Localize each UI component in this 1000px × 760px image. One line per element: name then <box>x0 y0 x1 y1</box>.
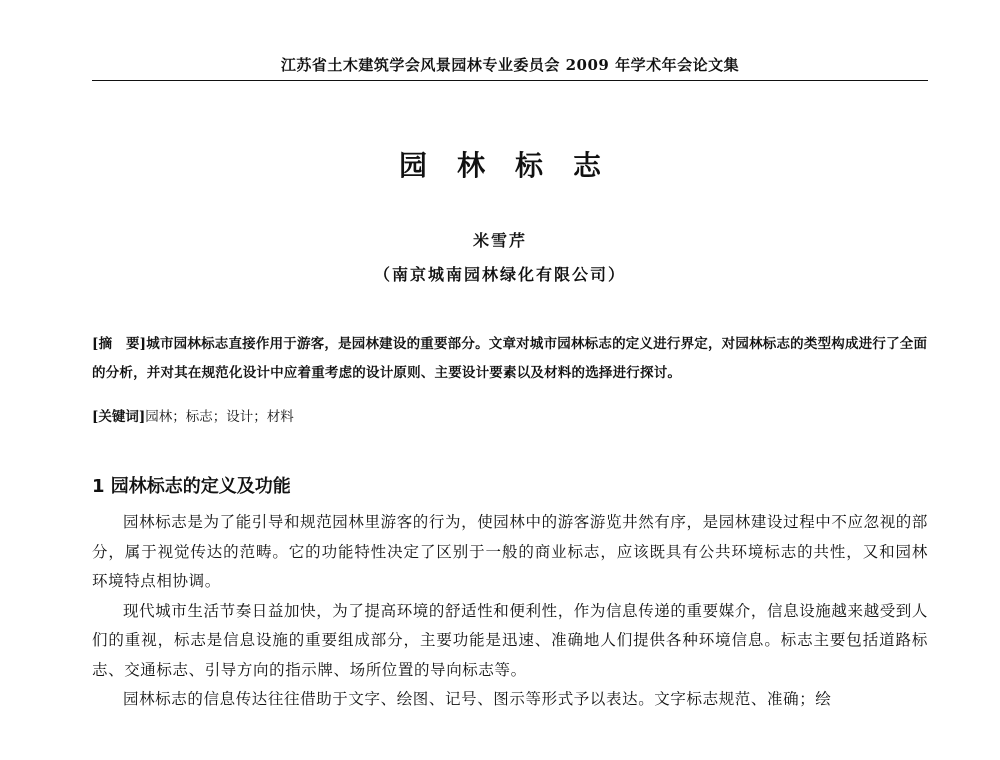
author-name: 米雪芹 <box>472 231 527 250</box>
abstract <box>92 330 928 388</box>
keywords-label: [关键词] <box>92 409 146 425</box>
paragraph: 现代城市生活节奏日益加快，为了提高环境的舒适性和便利性，作为信息传递的重要媒介，信息设施越来越受到人们的重视，标志是信息设施的重要组成部分，主要功能是迅速、准确地人们提供各种环境信息。标志主要包括道路标志、交通标志、引导方向的指示牌、场所位置的导向标志等。 <box>92 601 929 679</box>
article-title: 园林标志 <box>398 149 631 182</box>
section-heading: 1 园林标志的定义及功能 <box>92 476 291 497</box>
author-affiliation: （南京城南园林绿化有限公司） <box>373 265 626 284</box>
keywords <box>92 403 928 432</box>
abstract-text: 城市园林标志直接作用于游客，是园林建设的重要部分。文章对城市园林标志的定义进行界定，对园林标志的类型构成进行了全面的分析，并对其在规范化设计中应着重考虑的设计原则、主要设计要素以及材料的选择进行探讨。 <box>92 336 928 381</box>
abstract-label: [摘 要] <box>92 336 147 352</box>
paragraph: 园林标志的信息传达往往借助于文字、绘图、记号、图示等形式予以表达。文字标志规范、准确；绘 <box>123 690 832 708</box>
running-header: 江苏省土木建筑学会风景园林专业委员会 2009 年学术年会论文集 <box>92 54 928 81</box>
keywords-text: 园林；标志；设计；材料 <box>145 409 294 425</box>
paragraph: 园林标志是为了能引导和规范园林里游客的行为，使园林中的游客游览井然有序，是园林建设过程中不应忽视的部分，属于视觉传达的范畴。它的功能特性决定了区别于一般的商业标志，应该既具有公共环境标志的共性，又和园林环境特点相协调。 <box>92 513 929 590</box>
section-body <box>92 508 928 715</box>
